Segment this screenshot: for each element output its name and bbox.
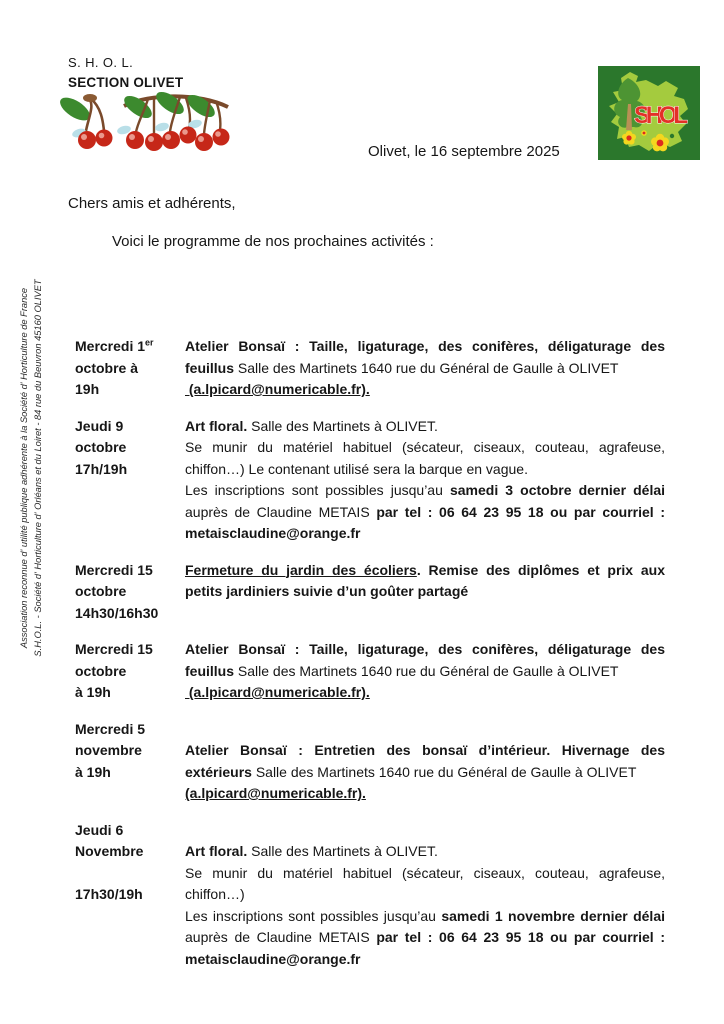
text-segment: Mercredi 1 xyxy=(75,338,146,354)
text-segment: par tel : 06 64 23 95 18 ou par courriel : metaisclaudine@orange.fr xyxy=(185,929,665,967)
entry-date-line xyxy=(75,682,185,704)
entry-date-line xyxy=(75,639,185,661)
text-segment: Art floral. xyxy=(185,417,248,434)
email-link[interactable]: (a.lpicard@numericable.fr). xyxy=(185,381,370,397)
text-segment: 17h/19h xyxy=(75,460,128,477)
margin-note-line2: S.H.O.L. - Société d' Horticulture d' Orléans et du Loiret - 84 rue du Beuvron 45160 OLIVET xyxy=(32,279,43,657)
text-segment: octobre à xyxy=(75,359,139,376)
text-segment: par tel : 06 64 23 95 18 ou par courriel : metaisclaudine@orange.fr xyxy=(185,503,665,541)
entry-paragraph xyxy=(185,906,665,971)
text-segment: Se munir du matériel habituel (sécateur, ciseaux, couteau, agrafeuse, chiffon…) Le contenant utilisé sera la barque en vague. xyxy=(185,439,665,477)
text-segment: à 19h xyxy=(75,763,111,780)
text-segment: Atelier Bonsaï : Taille, ligaturage, des conifères, déligaturage des feuillus xyxy=(185,338,665,376)
entry-paragraph xyxy=(185,379,665,401)
text-segment: octobre xyxy=(75,583,127,599)
schedule-entry xyxy=(75,719,665,805)
entry-date xyxy=(75,336,185,401)
entry-date xyxy=(75,820,185,971)
greeting-line: Chers amis et adhérents, xyxy=(68,195,236,212)
entry-body xyxy=(185,416,665,545)
entry-paragraph xyxy=(185,841,665,863)
text-segment: Mercredi 15 xyxy=(75,641,153,657)
entry-paragraph xyxy=(185,480,665,545)
text-segment: Salle des Martinets à OLIVET. xyxy=(247,843,438,859)
text-segment: Fermeture du jardin des écoliers xyxy=(185,561,417,578)
cherries-icon xyxy=(58,90,236,165)
text-segment: octobre xyxy=(75,439,127,455)
text-segment: Salle des Martinets 1640 rue du Général de Gaulle à OLIVET xyxy=(234,662,619,679)
entry-date-line xyxy=(75,459,185,481)
text-segment: Novembre xyxy=(75,843,144,859)
logo-text: SHOL xyxy=(634,102,688,129)
email-link[interactable]: (a.lpicard@numericable.fr). xyxy=(185,684,370,700)
entry-paragraph xyxy=(185,682,665,704)
schedule-entry xyxy=(75,639,665,704)
association-margin-note xyxy=(18,263,46,673)
text-segment: octobre xyxy=(75,662,127,679)
text-segment: Les inscriptions sont possibles jusqu’au xyxy=(185,907,442,924)
entry-date-line xyxy=(75,379,185,401)
text-segment: Salle des Martinets 1640 rue du Général de Gaulle à OLIVET xyxy=(234,359,619,376)
text-segment: 17h30/19h xyxy=(75,886,143,902)
margin-note-line1: Association reconnue d' utilité publique adhérente à la Société d' Horticulture de France xyxy=(19,287,29,649)
text-segment: à 19h xyxy=(75,684,111,700)
entry-body xyxy=(185,560,665,625)
entry-date-line xyxy=(75,719,185,741)
text-segment: Art floral. xyxy=(185,843,248,859)
entry-date xyxy=(75,560,185,625)
entry-date-line xyxy=(75,820,185,842)
entry-paragraph xyxy=(185,740,665,783)
entry-paragraph xyxy=(185,336,665,379)
entry-paragraph xyxy=(185,639,665,682)
shol-logo-icon xyxy=(598,66,700,165)
text-segment: Les inscriptions sont possibles jusqu’au xyxy=(185,482,450,498)
shol-logo-svg xyxy=(598,66,700,160)
schedule-entry xyxy=(75,416,665,545)
schedule xyxy=(75,336,665,985)
entry-body xyxy=(185,336,665,401)
entry-date-line xyxy=(75,416,185,438)
entry-date xyxy=(75,639,185,704)
text-segment: auprès de Claudine METAIS xyxy=(185,929,377,945)
entry-paragraph xyxy=(185,437,665,480)
text-segment: Jeudi 9 xyxy=(75,417,124,434)
entry-date-line xyxy=(75,603,185,625)
entry-date xyxy=(75,719,185,805)
entry-body xyxy=(185,820,665,971)
text-segment: Mercredi 5 xyxy=(75,720,146,737)
text-segment: Atelier Bonsaï : Entretien des bonsaï d’intérieur. Hivernage des extérieurs xyxy=(185,742,665,780)
entry-date-line xyxy=(75,884,185,906)
text-segment: auprès de Claudine METAIS xyxy=(185,503,377,520)
text-segment: Se munir du matériel habituel (sécateur, ciseaux, couteau, agrafeuse, chiffon…) xyxy=(185,864,665,902)
entry-date-line xyxy=(75,863,185,885)
text-segment: Atelier Bonsaï : Taille, ligaturage, des conifères, déligaturage des feuillus xyxy=(185,641,665,679)
text-segment: Salle des Martinets 1640 rue du Général de Gaulle à OLIVET xyxy=(251,763,637,780)
text-segment: er xyxy=(145,337,154,348)
entry-paragraph xyxy=(185,416,665,438)
entry-date-line xyxy=(75,437,185,459)
email-link[interactable]: (a.lpicard@numericable.fr). xyxy=(185,785,366,801)
cherries-svg xyxy=(58,90,236,160)
entry-date xyxy=(75,416,185,545)
entry-date-line xyxy=(75,740,185,762)
entry-date-line xyxy=(75,581,185,603)
schedule-entry xyxy=(75,560,665,625)
entry-date-line xyxy=(75,661,185,683)
text-segment: Jeudi 6 xyxy=(75,821,124,838)
text-segment: 19h xyxy=(75,381,100,397)
entry-date-line xyxy=(75,560,185,582)
entry-body xyxy=(185,639,665,704)
text-segment: samedi 3 octobre dernier délai xyxy=(449,482,666,498)
city-date-line: Olivet, le 16 septembre 2025 xyxy=(368,143,560,160)
entry-date-line xyxy=(75,841,185,863)
text-segment: samedi 1 novembre dernier délai xyxy=(441,907,666,924)
text-segment: 14h30/16h30 xyxy=(75,604,159,621)
entry-paragraph xyxy=(185,783,665,805)
entry-date-line xyxy=(75,762,185,784)
entry-paragraph xyxy=(185,560,665,603)
entry-date-line xyxy=(75,336,185,358)
intro-line: Voici le programme de nos prochaines activités : xyxy=(112,233,434,250)
text-segment: . Remise des diplômes et prix aux petits jardiniers suivie d’un goûter partagé xyxy=(185,561,665,599)
entry-date-line xyxy=(75,358,185,380)
org-acronym: S. H. O. L. xyxy=(68,55,134,70)
entry-body xyxy=(185,719,665,805)
text-segment: novembre xyxy=(75,742,142,758)
schedule-entry xyxy=(75,820,665,971)
schedule-entry xyxy=(75,336,665,401)
text-segment: Mercredi 15 xyxy=(75,561,153,578)
org-section-title: SECTION OLIVET xyxy=(68,75,184,90)
text-segment: Salle des Martinets à OLIVET. xyxy=(247,417,438,434)
entry-paragraph xyxy=(185,863,665,906)
